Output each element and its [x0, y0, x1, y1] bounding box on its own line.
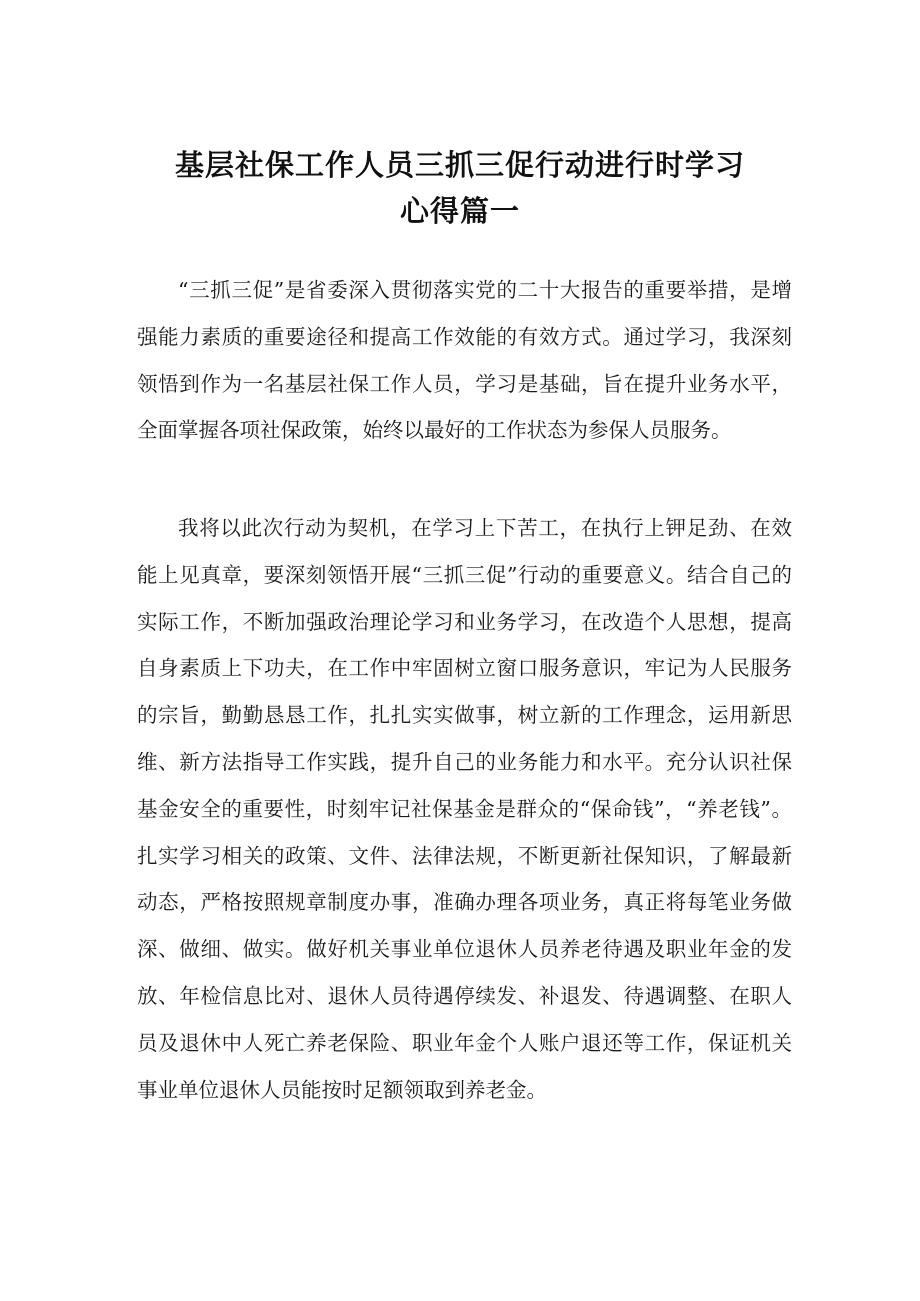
document-title-line-2: 心得篇一	[399, 194, 520, 228]
paragraph-1: “三抓三促”是省委深入贯彻落实党的二十大报告的重要举措，是增强能力素质的重要途径和提高工作效能的有效方式。通过学习，我深刻领悟到作为一名基层社保工作人员，学习是基础，旨在提升业务水平，全面掌握各项社保政策，始终以最好的工作状态为参保人员服务。	[137, 278, 792, 443]
document-title-line-1: 基层社保工作人员三抓三促行动进行时学习	[174, 148, 745, 182]
paragraph-2: 我将以此次行动为契机，在学习上下苦工，在执行上钾足劲、在效能上见真章，要深刻领悟开展“三抓三促”行动的重要意义。结合自己的实际工作，不断加强政治理论学习和业务学习，在改造个人思想，提高自身素质上下功夫，在工作中牢固树立窗口服务意识，牢记为人民服务的宗旨，勤勤恳恳工作，扎扎实实做事，树立新的工作理念，运用新思维、新方法指导工作实践，提升自己的业务能力和水平。充分认识社保基金安全的重要性，时刻牢记社保基金是群众的“保命钱”，“养老钱”。扎实学习相关的政策、文件、法律法规，不断更新社保知识，了解最新动态，严格按照规章制度办事，准确办理各项业务，真正将每笔业务做深、做细、做实。做好机关事业单位退休人员养老待遇及职业年金的发放、年检信息比对、退休人员待遇停续发、补退发、待遇调整、在职人员及退休中人死亡养老保险、职业年金个人账户退还等工作，保证机关事业单位退休人员能按时足额领取到养老金。	[137, 516, 792, 1102]
